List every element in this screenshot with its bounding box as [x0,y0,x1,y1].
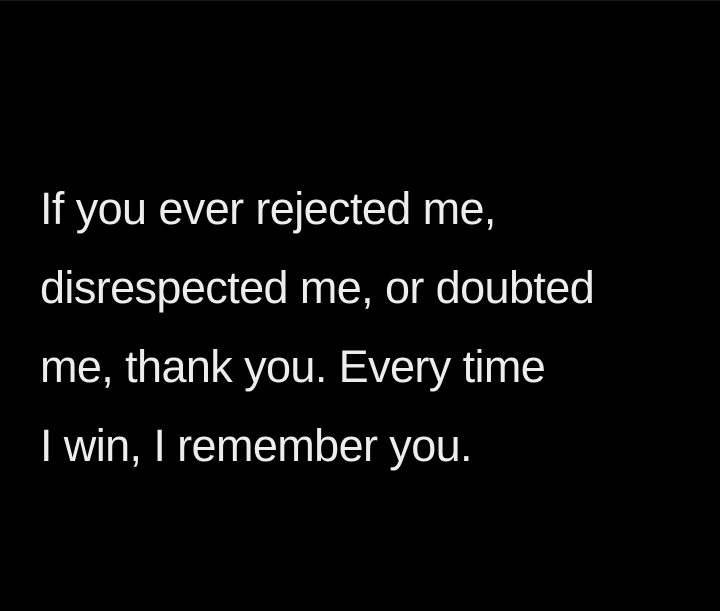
quote-text [40,169,594,485]
quote-line-1: If you ever rejected me, [40,183,496,234]
quote-line-4: I win, I remember you. [40,420,472,471]
quote-line-3: me, thank you. Every time [40,341,546,392]
quote-line-2: disrespected me, or doubted [40,262,595,313]
